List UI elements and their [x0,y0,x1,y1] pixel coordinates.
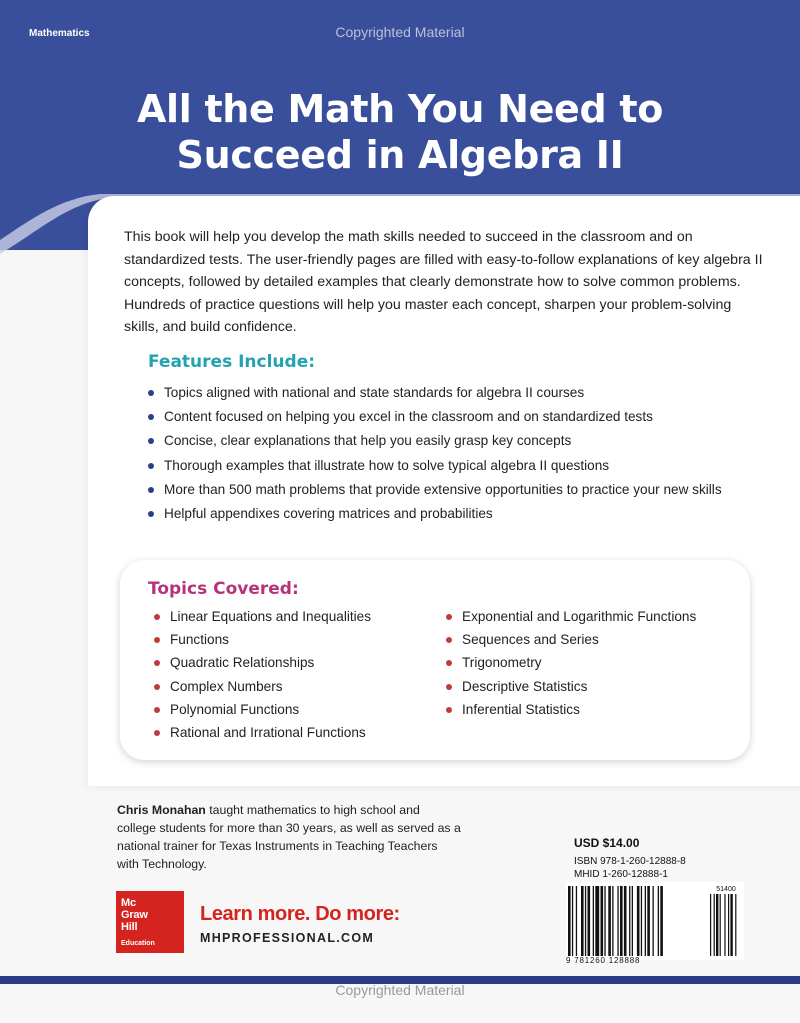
bullet-icon [154,637,160,643]
watermark-top: Copyrighted Material [335,24,465,40]
feature-text: Content focused on helping you excel in the classroom and on standardized tests [164,409,653,425]
barcode-icon [566,882,744,960]
list-item [444,628,696,651]
feature-text: Thorough examples that illustrate how to solve typical algebra II questions [164,457,610,473]
list-item [146,429,786,453]
list-item [146,454,786,478]
author-bio-text: taught mathematics to high school and college students for more than 30 years, as well as served as a national trainer for Texas Instruments in Teaching Teachers with Technology. [117,803,461,871]
isbn-number: ISBN 978-1-260-12888-8 [574,856,686,867]
bullet-icon [148,511,154,517]
barcode-digits: 9 781260 128888 [566,956,641,965]
features-heading: Features Include: [148,352,316,372]
topic-text: Inferential Statistics [462,701,580,717]
logo-line-3: Hill [121,921,138,933]
price-label: USD $14.00 [574,836,640,850]
publisher-website: MHPROFESSIONAL.COM [200,931,375,945]
topic-text: Quadratic Relationships [170,655,315,671]
topic-text: Functions [170,632,229,648]
topic-text: Sequences and Series [462,632,599,648]
list-item [152,675,371,698]
topic-text: Linear Equations and Inequalities [170,609,372,624]
publisher-tagline: Learn more. Do more: [200,903,400,925]
logo-line-1: Mc [121,897,136,909]
list-item [146,405,786,429]
author-bio [117,801,462,873]
list-item [444,675,696,698]
list-item [146,502,786,526]
topic-text: Descriptive Statistics [462,678,588,694]
topic-text: Polynomial Functions [170,701,300,717]
book-title [0,86,800,178]
watermark-bottom: Copyrighted Material [335,982,465,998]
list-item [146,381,786,405]
topics-heading: Topics Covered: [148,579,299,599]
bullet-icon [148,414,154,420]
feature-text: Concise, clear explanations that help you easily grasp key concepts [164,433,572,449]
list-item [444,605,696,628]
mhid-number: MHID 1-260-12888-1 [574,869,668,880]
title-line-1: All the Math You Need to [136,87,664,131]
logo-line-2: Graw [121,909,148,921]
list-item [152,628,371,651]
topics-list-left [152,605,371,744]
list-item [444,651,696,674]
topics-list-right [444,605,696,721]
isbn-block [574,855,686,881]
bullet-icon [148,438,154,444]
bullet-icon [446,684,452,690]
bullet-icon [154,614,160,620]
bullet-icon [154,707,160,713]
bullet-icon [446,637,452,643]
bullet-icon [148,390,154,396]
list-item [152,605,371,628]
list-item [146,478,786,502]
list-item [152,721,371,744]
bullet-icon [148,463,154,469]
list-item [152,698,371,721]
topic-text: Complex Numbers [170,678,283,694]
title-line-2: Succeed in Algebra II [176,133,624,177]
list-item [152,651,371,674]
topic-text: Trigonometry [462,655,542,671]
barcode-addon-digits: 51400 [716,886,736,893]
subject-label: Mathematics [29,28,90,39]
author-name: Chris Monahan [117,803,206,817]
bullet-icon [148,487,154,493]
feature-text: Topics aligned with national and state standards for algebra II courses [164,385,585,400]
features-list [146,381,786,526]
feature-text: Helpful appendixes covering matrices and probabilities [164,506,493,522]
logo-education: Education [121,940,155,947]
list-item [444,698,696,721]
bullet-icon [446,707,452,713]
logo-wordmark [121,897,148,933]
bullet-icon [154,730,160,736]
feature-text: More than 500 math problems that provide extensive opportunities to practice your new skills [164,481,722,497]
bullet-icon [446,614,452,620]
topic-text: Exponential and Logarithmic Functions [462,609,697,624]
bullet-icon [154,660,160,666]
bullet-icon [154,684,160,690]
intro-paragraph: This book will help you develop the math skills needed to succeed in the classroom and on standardized tests. The user-friendly pages are filled with easy-to-follow explanations of key algebra II concepts, followed by detailed examples that clearly demonstrate how to solve common problems. Hundreds of practice questions will help you master each concept, sharpen your problem-solving skills, and build confidence. [124,229,763,335]
publisher-logo [116,891,184,953]
topic-text: Rational and Irrational Functions [170,725,366,741]
bullet-icon [446,660,452,666]
